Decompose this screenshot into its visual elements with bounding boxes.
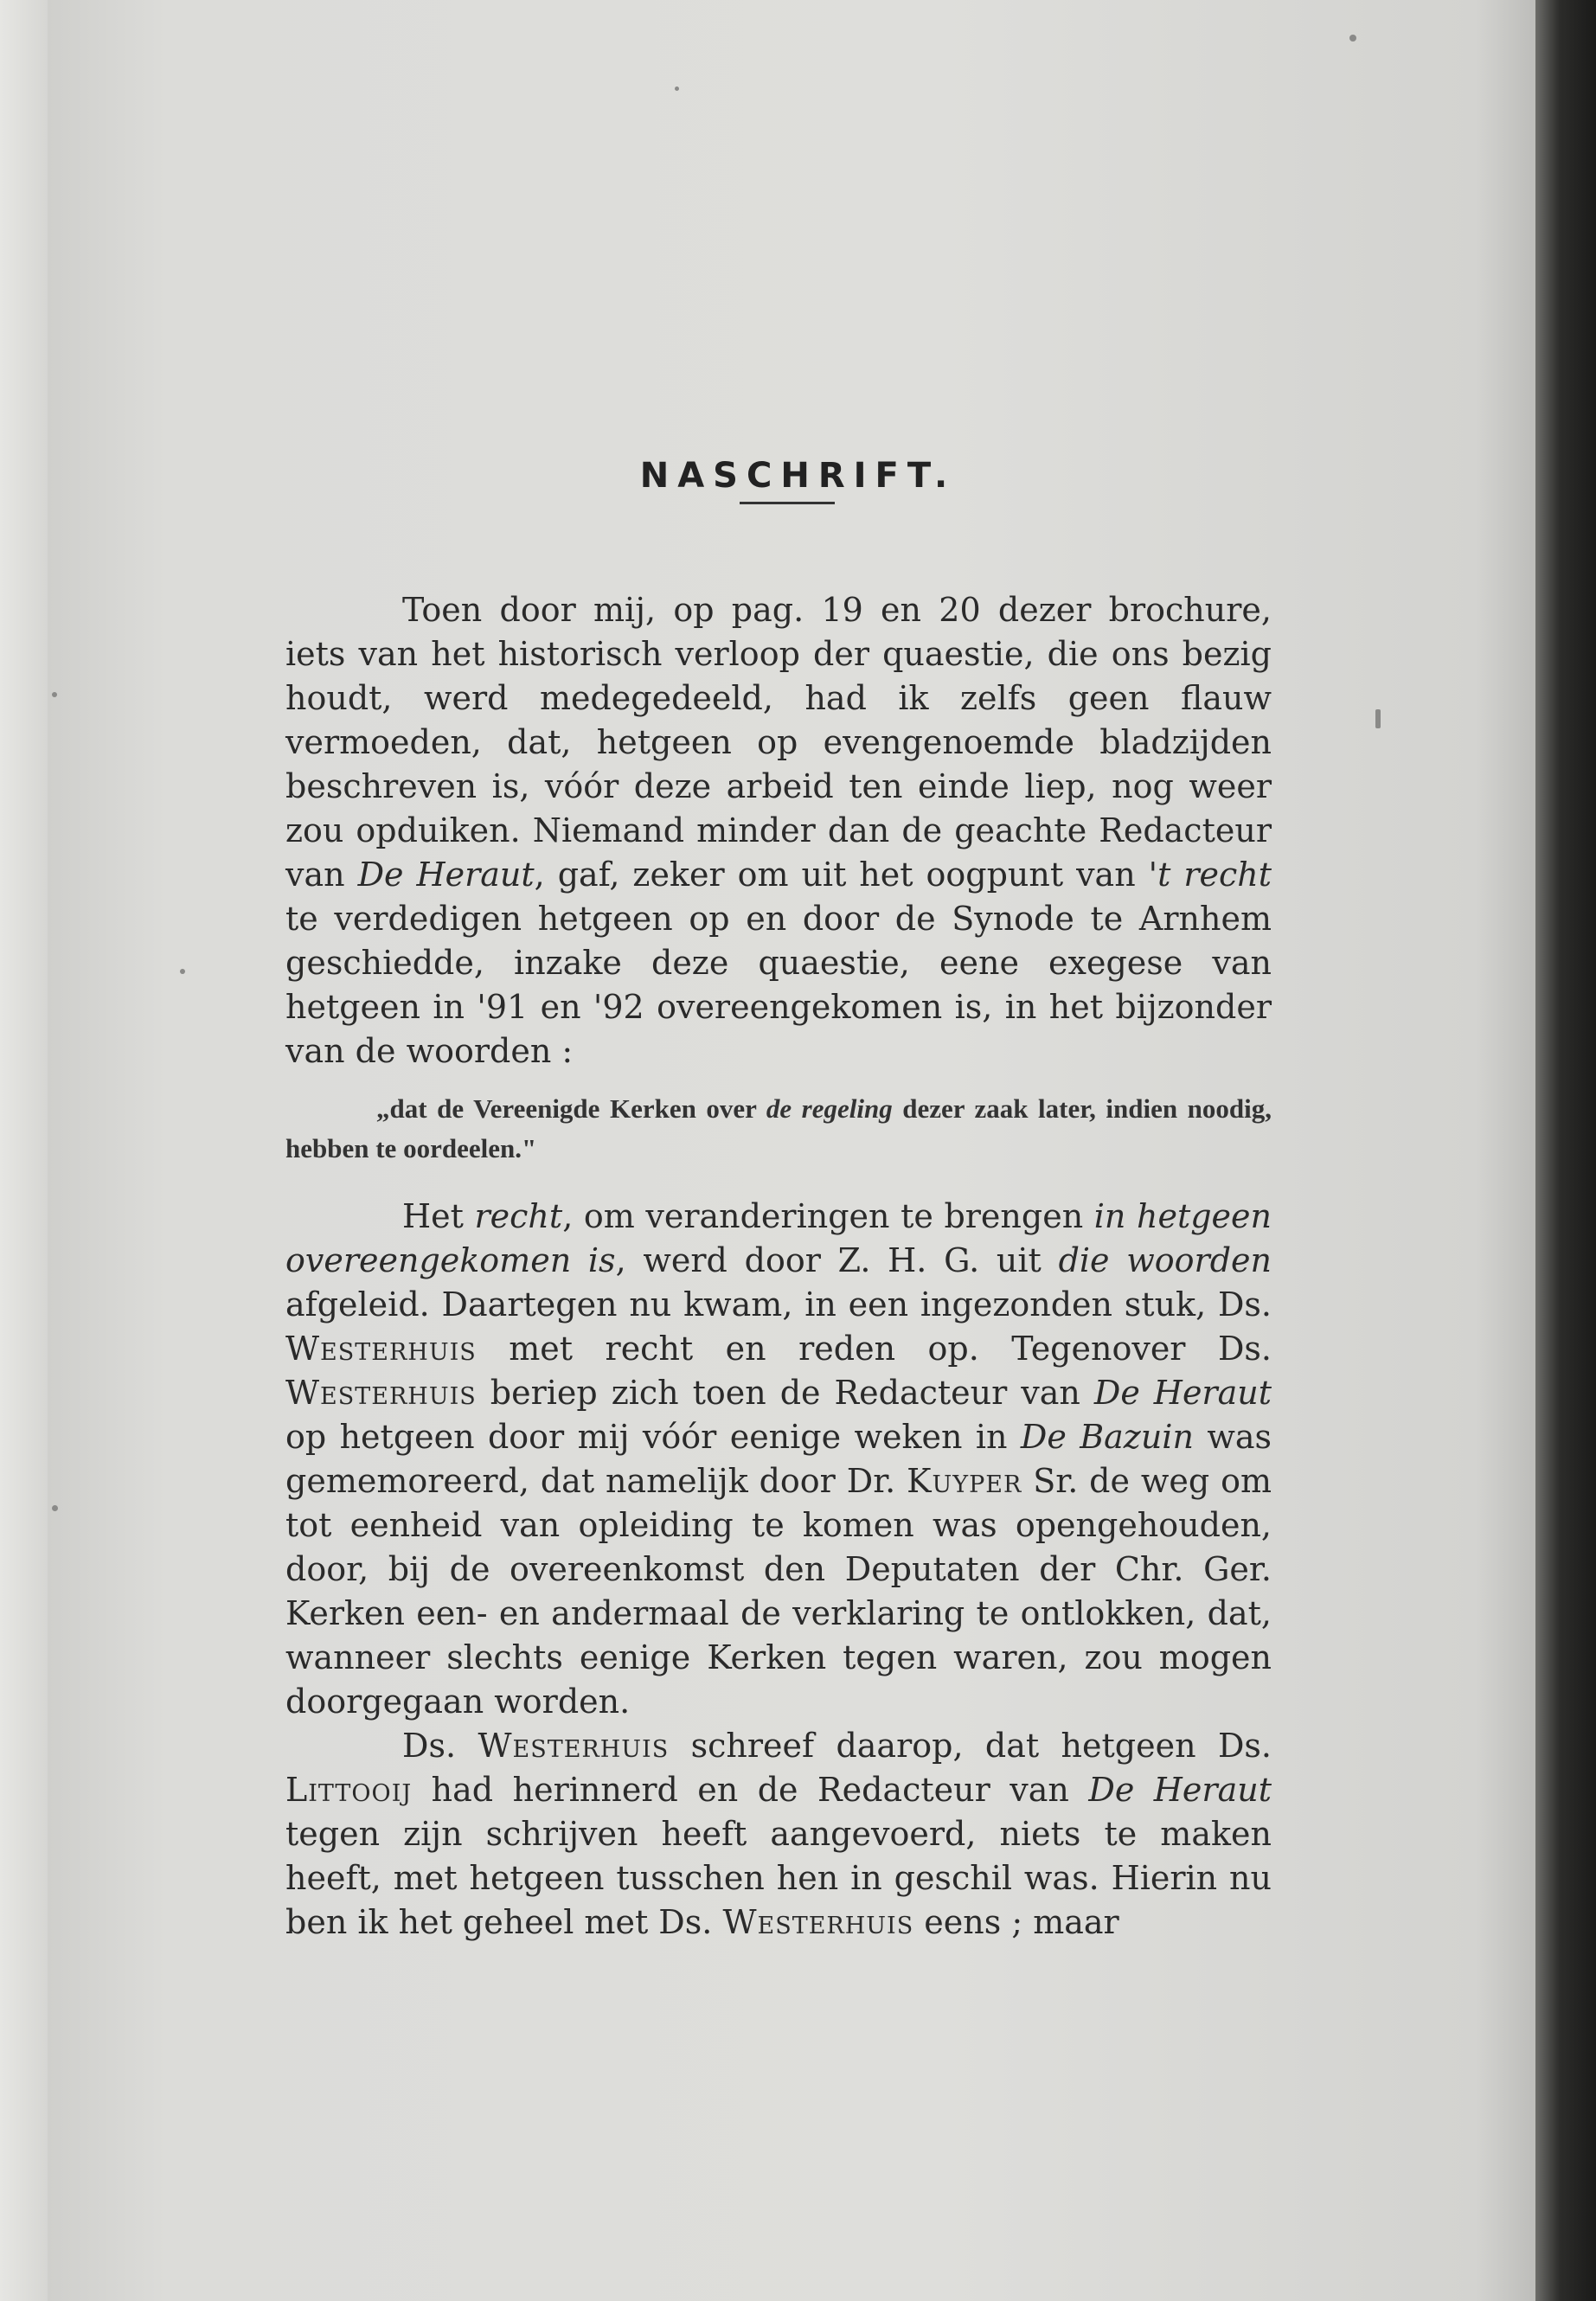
- name-run: Westerhuis: [285, 1374, 477, 1412]
- page-heading: NASCHRIFT.: [639, 455, 957, 496]
- text-run: eens ; maar: [913, 1903, 1119, 1941]
- italic-run: 't recht: [1148, 856, 1272, 894]
- ink-speck: [180, 969, 185, 974]
- text-run: op hetgeen door mij vóór eenige weken in: [285, 1418, 1021, 1456]
- italic-run: De Heraut: [1093, 1374, 1272, 1412]
- text-run: te verdedigen hetgeen op en door de Synode te Arnhem geschiedde, inzake deze quaestie, eene exegese van hetgeen in '91 en '92 overeengekomen is, in het bijzonder van de woorden :: [285, 900, 1272, 1070]
- text-run: tegen zijn schrijven heeft aangevoerd, niets te maken heeft, met hetgeen tusschen hen in geschil was. Hierin nu ben ik het geheel met Ds.: [285, 1815, 1272, 1941]
- text-run: „dat de Vereenigde Kerken over: [376, 1093, 766, 1124]
- text-run: Sr. de weg om tot eenheid van opleiding te komen was opengehouden, door, bij de overeenkomst den Deputaten der Chr. Ger. Kerken een- en andermaal de verklaring te ontlokken, dat, wanneer slechts eenige Kerken tegen waren, zou mogen doorgegaan worden.: [285, 1462, 1272, 1721]
- ink-speck: [1375, 709, 1381, 728]
- name-run: Westerhuis: [722, 1903, 914, 1941]
- text-run: , om veranderingen te brengen: [562, 1197, 1094, 1235]
- italic-run: recht: [474, 1197, 563, 1235]
- text-run: schreef daarop, dat hetgeen Ds.: [669, 1727, 1272, 1765]
- text-run: met recht en reden op. Tegenover Ds.: [476, 1330, 1272, 1368]
- page-gutter-shadow: [1535, 0, 1596, 2301]
- text-run: dezer zaak later, indien noodig, hebben te oordeelen.": [285, 1093, 1272, 1163]
- block-quote: [285, 1089, 1272, 1169]
- name-run: Westerhuis: [478, 1727, 670, 1765]
- text-run: Ds.: [402, 1727, 478, 1765]
- text-run: had herinnerd en de Redacteur van: [412, 1771, 1089, 1809]
- text-run: Het: [402, 1197, 475, 1235]
- text-run: afgeleid. Daartegen nu kwam, in een ingezonden stuk, Ds.: [285, 1285, 1272, 1324]
- ink-speck: [675, 87, 679, 91]
- name-run: Kuyper: [907, 1462, 1022, 1500]
- text-run: was gememoreerd, dat namelijk door Dr.: [285, 1418, 1272, 1500]
- italic-run: De Bazuin: [1020, 1418, 1194, 1456]
- text-run: , werd door Z. H. G. uit: [615, 1241, 1059, 1279]
- text-run: beriep zich toen de Redacteur van: [476, 1374, 1094, 1412]
- italic-run: De Heraut: [1088, 1771, 1272, 1809]
- ink-speck: [52, 692, 57, 697]
- text-run: , gaf, zeker om uit het oogpunt van: [534, 856, 1149, 894]
- text-run: Toen door mij, op pag. 19 en 20 dezer brochure, iets van het historisch verloop der quaestie, die ons bezig houdt, werd medegedeeld, had ik zelfs geen flauw vermoeden, dat, hetgeen op evengenoemde bladzijden beschreven is, vóór deze arbeid ten einde liep, nog weer zou opduiken. Niemand minder dan de geachte Redacteur van: [285, 591, 1272, 894]
- italic-run: die woorden: [1058, 1241, 1272, 1279]
- italic-run: De Heraut: [357, 856, 535, 894]
- ink-speck: [1349, 35, 1356, 42]
- name-run: Littooij: [285, 1771, 413, 1809]
- italic-run: de regeling: [766, 1093, 893, 1124]
- page-left-margin: [0, 0, 48, 2301]
- name-run: Westerhuis: [285, 1330, 477, 1368]
- heading-rule: [740, 502, 835, 504]
- paragraph-2: [285, 1195, 1272, 1724]
- ink-speck: [52, 1505, 58, 1511]
- paragraph-3: [285, 1724, 1272, 1945]
- italic-run: in hetgeen overeengekomen is: [285, 1197, 1272, 1279]
- body-text: [285, 588, 1272, 1945]
- paragraph-1: [285, 588, 1272, 1074]
